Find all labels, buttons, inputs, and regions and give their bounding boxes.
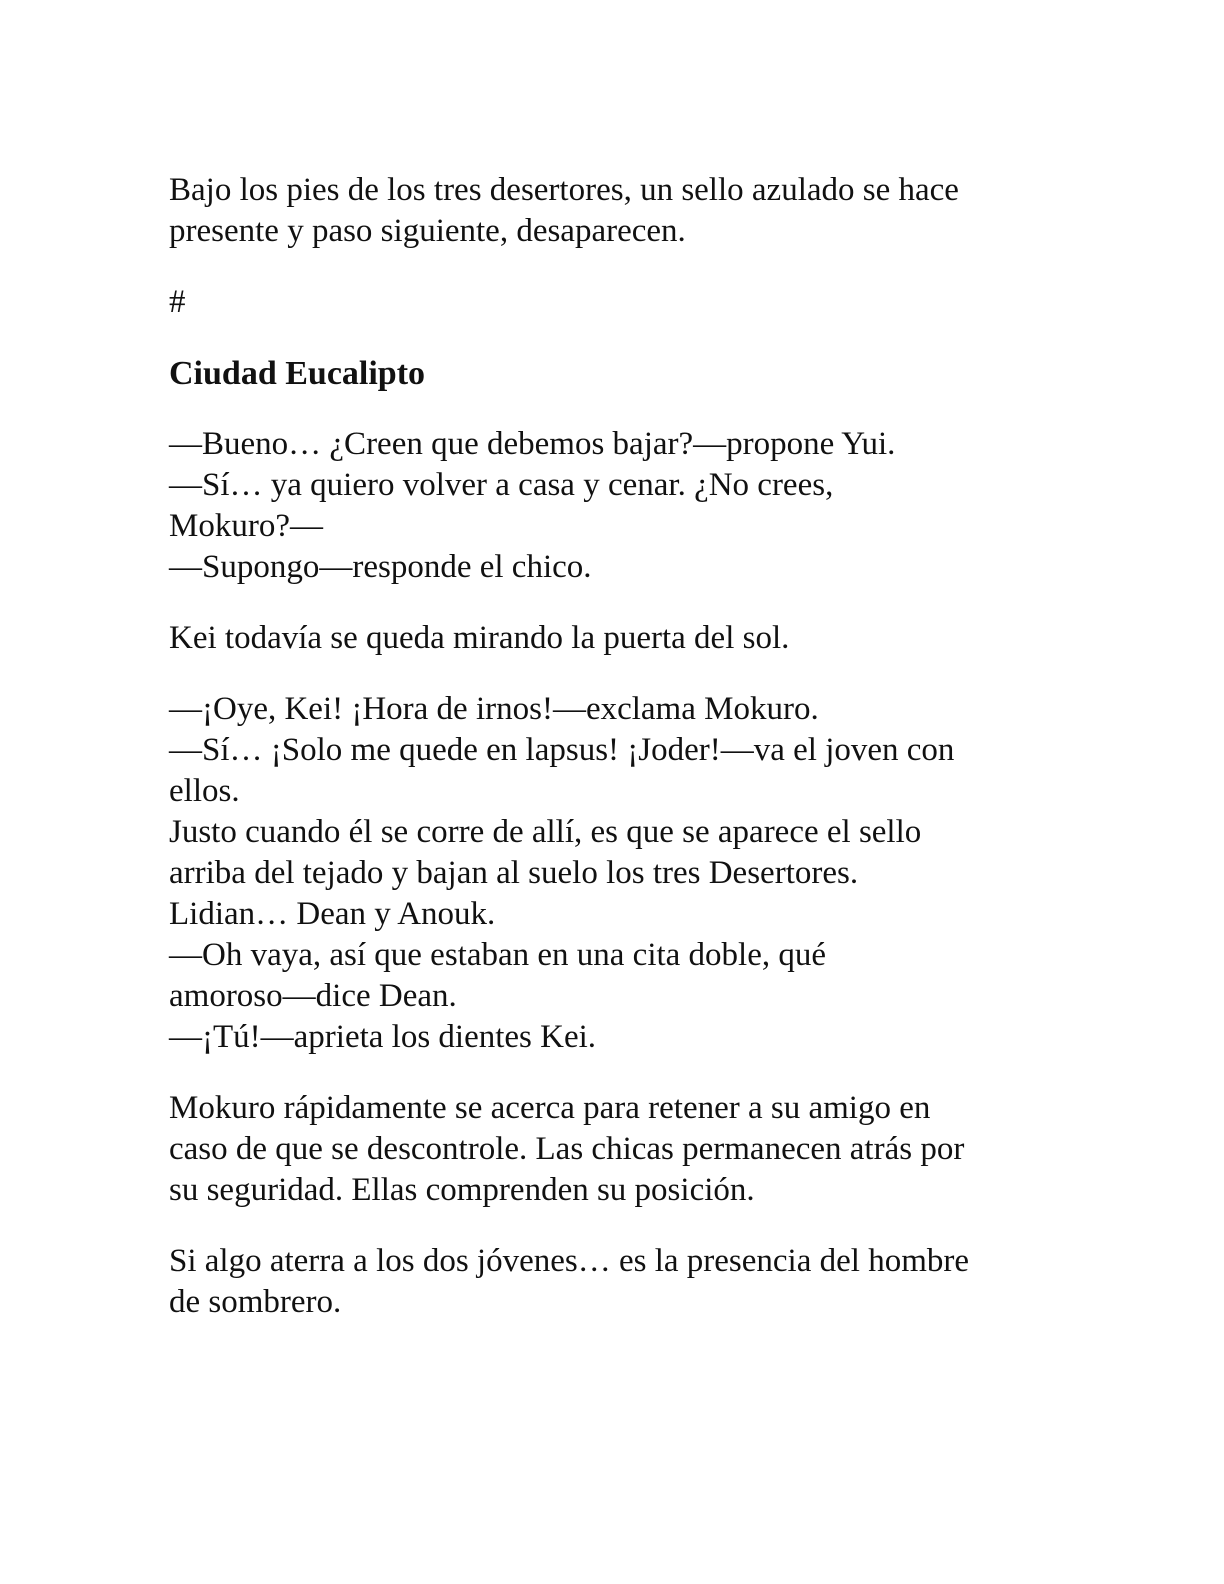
- paragraph-gap: [169, 394, 1049, 424]
- text-line: presente y paso siguiente, desaparecen.: [169, 213, 686, 249]
- text-line: —Supongo—responde el chico.: [169, 549, 592, 585]
- paragraph-mokuro-retener: [169, 1088, 1049, 1211]
- paragraph-hombre-sombrero: [169, 1241, 1049, 1323]
- text-line: —Bueno… ¿Creen que debemos bajar?—propone Yui.: [169, 426, 896, 462]
- text-line: caso de que se descontrole. Las chicas permanecen atrás por: [169, 1131, 965, 1167]
- text-line: Mokuro rápidamente se acerca para retener a su amigo en: [169, 1090, 931, 1126]
- text-line: —Sí… ya quiero volver a casa y cenar. ¿No crees,: [169, 467, 834, 503]
- paragraph-gap: [169, 323, 1049, 353]
- paragraph-gap: [169, 659, 1049, 689]
- text-line: amoroso—dice Dean.: [169, 978, 457, 1014]
- document-page: [169, 170, 1049, 1323]
- text-line: —¡Tú!—aprieta los dientes Kei.: [169, 1019, 597, 1055]
- text-line: arriba del tejado y bajan al suelo los tres Desertores.: [169, 855, 859, 891]
- text-line: Lidian… Dean y Anouk.: [169, 896, 496, 932]
- paragraph-gap: [169, 1211, 1049, 1241]
- text-line: —Sí… ¡Solo me quede en lapsus! ¡Joder!—va el joven con: [169, 732, 955, 768]
- paragraph-dialogue-desertores: [169, 689, 1049, 1058]
- text-line: Kei todavía se queda mirando la puerta del sol.: [169, 620, 790, 656]
- text-line: Bajo los pies de los tres desertores, un sello azulado se hace: [169, 172, 959, 208]
- text-line: Mokuro?—: [169, 508, 323, 544]
- scene-separator: [169, 282, 1049, 323]
- text-line: de sombrero.: [169, 1284, 342, 1320]
- paragraph-seal-disappear: [169, 170, 1049, 252]
- text-line: —¡Oye, Kei! ¡Hora de irnos!—exclama Mokuro.: [169, 691, 819, 727]
- section-heading: Ciudad Eucalipto: [169, 355, 426, 392]
- text-line: Si algo aterra a los dos jóvenes… es la presencia del hombre: [169, 1243, 969, 1279]
- text-line: Justo cuando él se corre de allí, es que se aparece el sello: [169, 814, 922, 850]
- paragraph-dialogue-bajar: [169, 424, 1049, 588]
- separator-mark: #: [169, 284, 186, 320]
- paragraph-gap: [169, 252, 1049, 282]
- paragraph-gap: [169, 1058, 1049, 1088]
- paragraph-gap: [169, 588, 1049, 618]
- text-line: —Oh vaya, así que estaban en una cita doble, qué: [169, 937, 827, 973]
- text-line: su seguridad. Ellas comprenden su posición.: [169, 1172, 755, 1208]
- paragraph-kei-mirando: [169, 618, 1049, 659]
- text-line: ellos.: [169, 773, 240, 809]
